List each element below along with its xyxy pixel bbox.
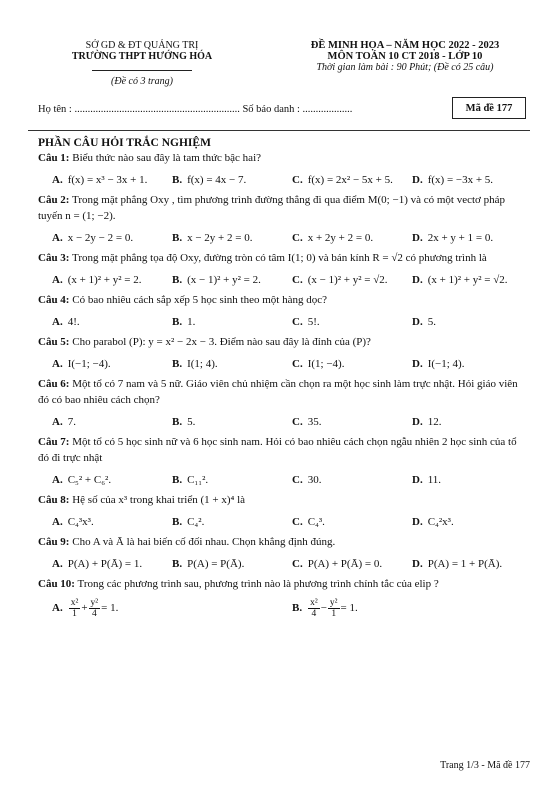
answer-option[interactable] — [52, 356, 172, 372]
answer-option[interactable] — [172, 556, 292, 572]
question-6 — [38, 376, 530, 408]
option-letter: A. — [52, 602, 63, 615]
question-text: Cho parabol (P): y = x² − 2x − 3. Điểm nào sau đây là đỉnh của (P)? — [72, 336, 371, 348]
option-letter: D. — [412, 474, 423, 486]
answer-option[interactable] — [412, 514, 532, 530]
answer-option[interactable] — [172, 314, 292, 330]
numerator: y² — [90, 598, 99, 608]
answer-option[interactable] — [412, 272, 532, 288]
option-letter: C. — [292, 416, 303, 428]
option-text: (x + 1)² + y² = 2. — [67, 274, 142, 286]
numerator: x² — [310, 598, 318, 608]
answer-option[interactable] — [172, 172, 292, 188]
page-footer: Trang 1/3 - Mã đề 177 — [440, 760, 530, 771]
answer-option[interactable] — [292, 556, 412, 572]
answer-option[interactable] — [172, 514, 292, 530]
fraction — [69, 598, 81, 619]
student-info — [38, 104, 440, 115]
option-letter: B. — [172, 558, 183, 570]
answer-options — [52, 598, 530, 619]
equation-rhs: = 1. — [340, 602, 358, 615]
option-letter: C. — [292, 274, 303, 286]
question-text: Một tổ có 7 nam và 5 nữ. Giáo viên chủ nhiệm cần chọn ra một học sinh làm trực nhật. Hỏi giáo viên đó có bao nhiêu cách chọn? — [38, 378, 518, 406]
exam-code-box: Mã đề 177 — [452, 97, 526, 119]
denominator: 4 — [311, 609, 317, 619]
option-text: 5!. — [307, 316, 320, 328]
question-text: Hệ số của x³ trong khai triển (1 + x)⁴ là — [72, 494, 246, 506]
option-text: f(x) = 4x − 7. — [187, 174, 247, 186]
option-letter: C. — [292, 516, 303, 528]
option-letter: D. — [412, 516, 423, 528]
option-letter: C. — [292, 316, 303, 328]
student-id-field: Số báo danh : ................... — [242, 104, 353, 115]
department-name: SỞ GD & ĐT QUẢNG TRỊ — [85, 40, 199, 51]
option-letter: A. — [52, 358, 63, 370]
answer-option[interactable] — [412, 230, 532, 246]
question-number: Câu 4: — [38, 294, 70, 306]
answer-option[interactable] — [52, 556, 172, 572]
exam-title: ĐỀ MINH HỌA – NĂM HỌC 2022 - 2023 — [310, 40, 500, 51]
question-number: Câu 7: — [38, 436, 70, 448]
fraction — [89, 598, 101, 619]
option-text: 5. — [427, 316, 436, 328]
option-text: P(A) = P(Ā). — [187, 558, 245, 570]
question-number: Câu 1: — [38, 152, 70, 164]
option-letter: A. — [52, 316, 63, 328]
question-number: Câu 5: — [38, 336, 70, 348]
option-letter: B. — [172, 174, 183, 186]
option-text: P(A) + P(Ā) = 0. — [307, 558, 383, 570]
question-text: Trong các phương trình sau, phương trình nào là phương trình chính tắc của elip ? — [77, 578, 439, 590]
question-2 — [38, 192, 530, 224]
answer-options — [52, 556, 530, 572]
denominator: 1 — [331, 609, 337, 619]
answer-option[interactable] — [412, 556, 532, 572]
option-letter: D. — [412, 274, 423, 286]
answer-option[interactable] — [52, 272, 172, 288]
question-number: Câu 9: — [38, 536, 70, 548]
question-text: Cho A và Ā là hai biến cố đối nhau. Chọn khẳng định đúng. — [72, 536, 336, 548]
denominator: 4 — [91, 609, 97, 619]
question-1 — [38, 150, 530, 166]
school-name: TRƯỜNG THPT HƯỚNG HÓA — [71, 51, 213, 62]
option-letter: A. — [52, 474, 63, 486]
option-letter: B. — [172, 232, 183, 244]
answer-option[interactable] — [52, 314, 172, 330]
answer-options — [52, 230, 530, 246]
question-text: Trong mặt phẳng Oxy , tìm phương trình đường thẳng đi qua điểm M(0; −1) và có một vectơ pháp tuyến n = (1; −2). — [38, 194, 505, 222]
answer-option[interactable] — [292, 472, 412, 488]
option-letter: B. — [172, 274, 183, 286]
option-text: x − 2y − 2 = 0. — [67, 232, 134, 244]
answer-option[interactable] — [172, 414, 292, 430]
answer-option[interactable] — [292, 356, 412, 372]
option-text: x − 2y + 2 = 0. — [187, 232, 253, 244]
option-text: I(1; 4). — [187, 358, 218, 370]
option-text: 12. — [427, 416, 442, 428]
exam-subject: MÔN TOÁN 10 CT 2018 - LỚP 10 — [327, 51, 483, 62]
option-text: I(1; −4). — [307, 358, 345, 370]
answer-options — [52, 414, 530, 430]
option-letter: A. — [52, 516, 63, 528]
option-letter: A. — [52, 416, 63, 428]
question-number: Câu 6: — [38, 378, 70, 390]
option-letter: A. — [52, 274, 63, 286]
option-letter: A. — [52, 174, 63, 186]
option-letter: C. — [292, 358, 303, 370]
question-10 — [38, 576, 530, 592]
numerator: y² — [329, 598, 338, 608]
operator: − — [320, 602, 327, 615]
student-name-field: Họ tên : ............................................................... — [38, 104, 240, 115]
option-text: C₄³x³. — [67, 516, 94, 528]
option-letter: B. — [172, 358, 183, 370]
answer-option[interactable] — [292, 314, 412, 330]
section-title: PHẦN CÂU HỎI TRẮC NGHIỆM — [38, 137, 211, 149]
option-letter: B. — [172, 316, 183, 328]
option-text: C₄². — [187, 516, 205, 528]
option-letter: A. — [52, 558, 63, 570]
answer-options — [52, 472, 530, 488]
pages-note: (Đề có 3 trang) — [111, 76, 173, 87]
option-text: f(x) = 2x² − 5x + 5. — [307, 174, 393, 186]
option-text: 1. — [187, 316, 196, 328]
option-letter: D. — [412, 174, 423, 186]
option-letter: D. — [412, 316, 423, 328]
option-text: 35. — [307, 416, 322, 428]
option-text: C₄²x³. — [427, 516, 454, 528]
question-list — [38, 137, 530, 623]
option-text: f(x) = −3x + 5. — [427, 174, 494, 186]
answer-option[interactable] — [292, 598, 532, 619]
header-left — [22, 40, 262, 87]
answer-option[interactable] — [52, 514, 172, 530]
answer-option[interactable] — [292, 514, 412, 530]
answer-option[interactable] — [172, 230, 292, 246]
answer-option[interactable] — [172, 356, 292, 372]
option-text: I(−1; 4). — [427, 358, 465, 370]
option-letter: B. — [172, 474, 183, 486]
option-letter: C. — [292, 232, 303, 244]
header-rule — [92, 70, 192, 71]
option-text: (x − 1)² + y² = √2. — [307, 274, 388, 286]
question-text: Một tổ có 5 học sinh nữ và 6 học sinh nam. Hỏi có bao nhiêu cách chọn ngẫu nhiên 2 học sinh của tổ đó đi trực nhật — [38, 436, 517, 464]
answer-option[interactable] — [292, 172, 412, 188]
option-text: C₅² + C₆². — [67, 474, 112, 486]
answer-option[interactable] — [52, 230, 172, 246]
question-text: Biểu thức nào sau đây là tam thức bậc hai? — [72, 152, 262, 164]
option-text: (x − 1)² + y² = 2. — [187, 274, 261, 286]
option-letter: B. — [172, 416, 183, 428]
option-text: P(A) = 1 + P(Ā). — [427, 558, 503, 570]
operator: + — [81, 602, 88, 615]
question-number: Câu 10: — [38, 578, 75, 590]
option-text: 30. — [307, 474, 322, 486]
header-divider — [28, 130, 530, 131]
option-text: 7. — [67, 416, 76, 428]
question-number: Câu 8: — [38, 494, 70, 506]
option-text: 2x + y + 1 = 0. — [427, 232, 494, 244]
option-letter: C. — [292, 474, 303, 486]
question-4 — [38, 292, 530, 308]
question-text: Trong mặt phẳng tọa độ Oxy, đường tròn có tâm I(1; 0) và bán kính R = √2 có phương trình là — [72, 252, 487, 264]
option-letter: D. — [412, 558, 423, 570]
question-5 — [38, 334, 530, 350]
answer-option[interactable] — [412, 472, 532, 488]
answer-options — [52, 272, 530, 288]
question-8 — [38, 492, 530, 508]
option-text: C₄³. — [307, 516, 325, 528]
fraction — [328, 598, 340, 619]
answer-option[interactable] — [52, 414, 172, 430]
answer-options — [52, 314, 530, 330]
option-text: 4!. — [67, 316, 80, 328]
option-text: P(A) + P(Ā) = 1. — [67, 558, 143, 570]
option-text: (x + 1)² + y² = √2. — [427, 274, 508, 286]
option-letter: A. — [52, 232, 63, 244]
option-text: 5. — [187, 416, 196, 428]
answer-option[interactable] — [412, 314, 532, 330]
option-letter: B. — [292, 602, 303, 615]
option-letter: D. — [412, 416, 423, 428]
question-3 — [38, 250, 530, 266]
answer-options — [52, 514, 530, 530]
equation-rhs: = 1. — [101, 602, 119, 615]
option-text: C₁₁². — [187, 474, 209, 486]
option-letter: B. — [172, 516, 183, 528]
answer-option[interactable] — [292, 272, 412, 288]
answer-option[interactable] — [412, 356, 532, 372]
denominator: 1 — [72, 609, 77, 619]
question-9 — [38, 534, 530, 550]
option-text: f(x) = x³ − 3x + 1. — [67, 174, 148, 186]
question-number: Câu 2: — [38, 194, 70, 206]
answer-options — [52, 172, 530, 188]
option-letter: D. — [412, 358, 423, 370]
answer-option[interactable] — [292, 230, 412, 246]
header-right — [270, 40, 540, 73]
answer-option[interactable] — [412, 172, 532, 188]
option-letter: C. — [292, 558, 303, 570]
option-text: 11. — [427, 474, 442, 486]
fraction — [308, 598, 320, 619]
answer-option[interactable] — [172, 472, 292, 488]
answer-option[interactable] — [52, 172, 172, 188]
answer-option[interactable] — [412, 414, 532, 430]
question-text: Có bao nhiêu cách sắp xếp 5 học sinh theo một hàng dọc? — [72, 294, 328, 306]
answer-option[interactable] — [52, 472, 172, 488]
question-number: Câu 3: — [38, 252, 70, 264]
answer-options — [52, 356, 530, 372]
option-text: x + 2y + 2 = 0. — [307, 232, 374, 244]
answer-option[interactable] — [292, 414, 412, 430]
time-note: Thời gian làm bài : 90 Phút; (Đề có 25 câu) — [316, 62, 494, 73]
answer-option[interactable] — [172, 272, 292, 288]
question-7 — [38, 434, 530, 466]
answer-option[interactable] — [52, 598, 292, 619]
numerator: x² — [70, 598, 79, 608]
option-text: I(−1; −4). — [67, 358, 111, 370]
option-letter: C. — [292, 174, 303, 186]
option-letter: D. — [412, 232, 423, 244]
